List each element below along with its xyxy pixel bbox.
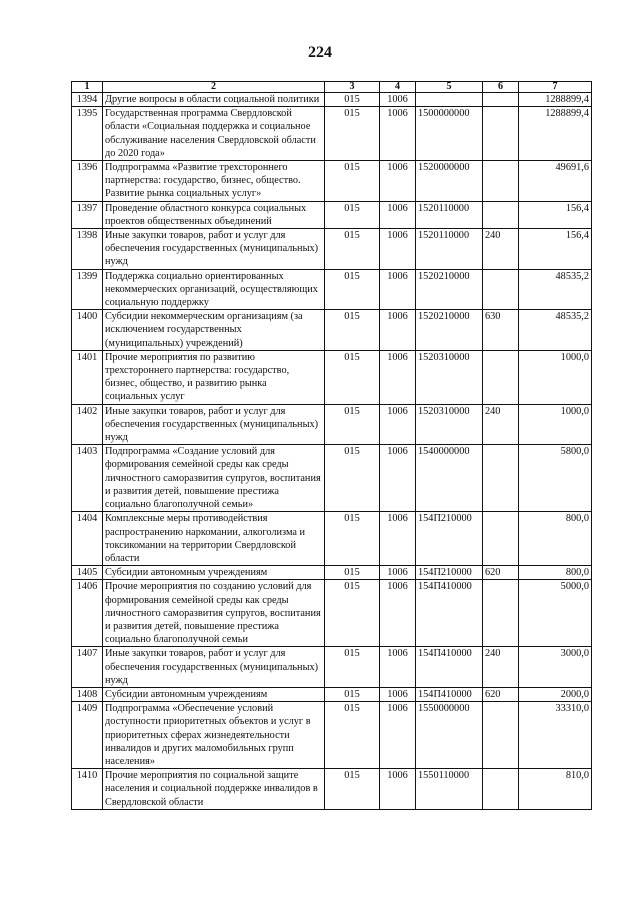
row-col6: 620 — [483, 566, 519, 580]
row-col5: 1520110000 — [416, 229, 483, 270]
row-amount: 5800,0 — [519, 445, 592, 512]
row-col5: 154П410000 — [416, 687, 483, 701]
row-col3: 015 — [325, 647, 380, 688]
table-row — [72, 350, 592, 404]
row-description: Проведение областного конкурса социальных проектов общественных объединений — [103, 201, 325, 228]
row-col4: 1006 — [380, 229, 416, 270]
table-row — [72, 580, 592, 647]
row-col4: 1006 — [380, 310, 416, 351]
row-col6 — [483, 93, 519, 107]
table-row — [72, 512, 592, 566]
row-col4: 1006 — [380, 580, 416, 647]
table-row — [72, 769, 592, 810]
table-row — [72, 269, 592, 310]
header-cell: 7 — [519, 82, 592, 93]
table-row — [72, 93, 592, 107]
row-description: Субсидии автономным учреждениям — [103, 566, 325, 580]
row-amount: 2000,0 — [519, 687, 592, 701]
budget-table — [71, 81, 592, 810]
header-cell: 4 — [380, 82, 416, 93]
row-col3: 015 — [325, 769, 380, 810]
row-col4: 1006 — [380, 107, 416, 161]
row-description: Подпрограмма «Развитие трехстороннего партнерства: государство, бизнес, общество. Развитие рынка социальных услуг» — [103, 161, 325, 202]
row-col6 — [483, 580, 519, 647]
row-col6: 240 — [483, 647, 519, 688]
row-col5: 1500000000 — [416, 107, 483, 161]
row-col3: 015 — [325, 404, 380, 445]
row-description: Комплексные меры противодействия распространению наркомании, алкоголизма и токсикомании на территории Свердловской области — [103, 512, 325, 566]
row-number: 1401 — [72, 350, 103, 404]
row-number: 1395 — [72, 107, 103, 161]
row-col3: 015 — [325, 512, 380, 566]
row-col4: 1006 — [380, 404, 416, 445]
row-col5: 1520210000 — [416, 310, 483, 351]
row-col6 — [483, 445, 519, 512]
row-number: 1405 — [72, 566, 103, 580]
row-col4: 1006 — [380, 566, 416, 580]
row-number: 1406 — [72, 580, 103, 647]
row-col6: 620 — [483, 687, 519, 701]
table-row — [72, 566, 592, 580]
row-col6 — [483, 201, 519, 228]
row-col6 — [483, 269, 519, 310]
row-col5: 154П210000 — [416, 512, 483, 566]
header-cell: 3 — [325, 82, 380, 93]
row-col3: 015 — [325, 229, 380, 270]
row-col3: 015 — [325, 445, 380, 512]
page-number: 224 — [308, 44, 332, 61]
row-col4: 1006 — [380, 687, 416, 701]
table-row — [72, 687, 592, 701]
table-row — [72, 404, 592, 445]
table-row — [72, 445, 592, 512]
row-col5: 154П210000 — [416, 566, 483, 580]
table-row — [72, 702, 592, 769]
table-row — [72, 229, 592, 270]
row-col4: 1006 — [380, 769, 416, 810]
row-col3: 015 — [325, 269, 380, 310]
row-col4: 1006 — [380, 350, 416, 404]
row-col5: 1520310000 — [416, 404, 483, 445]
row-amount: 1000,0 — [519, 404, 592, 445]
row-number: 1410 — [72, 769, 103, 810]
row-col6: 240 — [483, 229, 519, 270]
row-col6: 630 — [483, 310, 519, 351]
row-number: 1396 — [72, 161, 103, 202]
row-col4: 1006 — [380, 512, 416, 566]
row-number: 1397 — [72, 201, 103, 228]
row-col5: 1520110000 — [416, 201, 483, 228]
row-description: Государственная программа Свердловской области «Социальная поддержка и социальное обслуживание населения Свердловской области до 2020 года» — [103, 107, 325, 161]
row-amount: 156,4 — [519, 201, 592, 228]
row-number: 1394 — [72, 93, 103, 107]
row-col4: 1006 — [380, 201, 416, 228]
row-number: 1400 — [72, 310, 103, 351]
row-amount: 49691,6 — [519, 161, 592, 202]
row-col6 — [483, 350, 519, 404]
row-col5 — [416, 93, 483, 107]
row-number: 1399 — [72, 269, 103, 310]
row-col6 — [483, 769, 519, 810]
row-col5: 1550000000 — [416, 702, 483, 769]
table-row — [72, 310, 592, 351]
row-amount: 48535,2 — [519, 310, 592, 351]
row-col5: 1520310000 — [416, 350, 483, 404]
row-description: Прочие мероприятия по социальной защите населения и социальной поддержке инвалидов в Свердловской области — [103, 769, 325, 810]
row-col5: 1540000000 — [416, 445, 483, 512]
row-col5: 1520000000 — [416, 161, 483, 202]
row-description: Субсидии автономным учреждениям — [103, 687, 325, 701]
table-row — [72, 161, 592, 202]
row-col6 — [483, 107, 519, 161]
row-amount: 800,0 — [519, 566, 592, 580]
row-col4: 1006 — [380, 93, 416, 107]
row-description: Прочие мероприятия по созданию условий для формирования семейной среды как среды личностного саморазвития супругов, воспитания и развития детей, повышение престижа социально благополучной семьи — [103, 580, 325, 647]
row-description: Прочие мероприятия по развитию трехстороннего партнерства: государство, бизнес, общество, и развитию рынка социальных услуг — [103, 350, 325, 404]
row-amount: 810,0 — [519, 769, 592, 810]
row-amount: 1288899,4 — [519, 93, 592, 107]
row-number: 1409 — [72, 702, 103, 769]
row-col5: 1550110000 — [416, 769, 483, 810]
row-amount: 1000,0 — [519, 350, 592, 404]
row-description: Иные закупки товаров, работ и услуг для обеспечения государственных (муниципальных) нужд — [103, 229, 325, 270]
row-col5: 1520210000 — [416, 269, 483, 310]
header-cell: 6 — [483, 82, 519, 93]
table-row — [72, 647, 592, 688]
row-col4: 1006 — [380, 647, 416, 688]
row-col5: 154П410000 — [416, 580, 483, 647]
row-amount: 1288899,4 — [519, 107, 592, 161]
row-number: 1403 — [72, 445, 103, 512]
row-col3: 015 — [325, 350, 380, 404]
row-col3: 015 — [325, 702, 380, 769]
row-number: 1398 — [72, 229, 103, 270]
row-col6 — [483, 512, 519, 566]
row-amount: 156,4 — [519, 229, 592, 270]
row-col3: 015 — [325, 687, 380, 701]
row-description: Иные закупки товаров, работ и услуг для обеспечения государственных (муниципальных) нужд — [103, 647, 325, 688]
row-col6 — [483, 161, 519, 202]
row-col4: 1006 — [380, 269, 416, 310]
row-col3: 015 — [325, 161, 380, 202]
row-col4: 1006 — [380, 702, 416, 769]
row-number: 1404 — [72, 512, 103, 566]
row-col3: 015 — [325, 201, 380, 228]
table-header-row — [72, 82, 592, 93]
row-number: 1402 — [72, 404, 103, 445]
row-amount: 48535,2 — [519, 269, 592, 310]
row-description: Поддержка социально ориентированных некоммерческих организаций, осуществляющих социальную поддержку — [103, 269, 325, 310]
table-row — [72, 201, 592, 228]
header-cell: 5 — [416, 82, 483, 93]
row-description: Подпрограмма «Обеспечение условий доступности приоритетных объектов и услуг в приоритетных сферах жизнедеятельности инвалидов и других маломобильных групп населения» — [103, 702, 325, 769]
row-col3: 015 — [325, 93, 380, 107]
row-amount: 5000,0 — [519, 580, 592, 647]
row-col3: 015 — [325, 566, 380, 580]
header-cell: 2 — [103, 82, 325, 93]
row-col3: 015 — [325, 580, 380, 647]
row-col5: 154П410000 — [416, 647, 483, 688]
row-amount: 800,0 — [519, 512, 592, 566]
row-col3: 015 — [325, 107, 380, 161]
row-description: Иные закупки товаров, работ и услуг для обеспечения государственных (муниципальных) нужд — [103, 404, 325, 445]
row-description: Другие вопросы в области социальной политики — [103, 93, 325, 107]
row-col6 — [483, 702, 519, 769]
row-amount: 3000,0 — [519, 647, 592, 688]
row-amount: 33310,0 — [519, 702, 592, 769]
row-number: 1408 — [72, 687, 103, 701]
row-col4: 1006 — [380, 445, 416, 512]
table-row — [72, 107, 592, 161]
row-description: Субсидии некоммерческим организациям (за исключением государственных (муниципальных) учреждений) — [103, 310, 325, 351]
row-col4: 1006 — [380, 161, 416, 202]
row-number: 1407 — [72, 647, 103, 688]
row-col6: 240 — [483, 404, 519, 445]
row-col3: 015 — [325, 310, 380, 351]
header-cell: 1 — [72, 82, 103, 93]
row-description: Подпрограмма «Создание условий для формирования семейной среды как среды личностного саморазвития супругов, воспитания и развития детей, повышение престижа социально благополучной семьи» — [103, 445, 325, 512]
